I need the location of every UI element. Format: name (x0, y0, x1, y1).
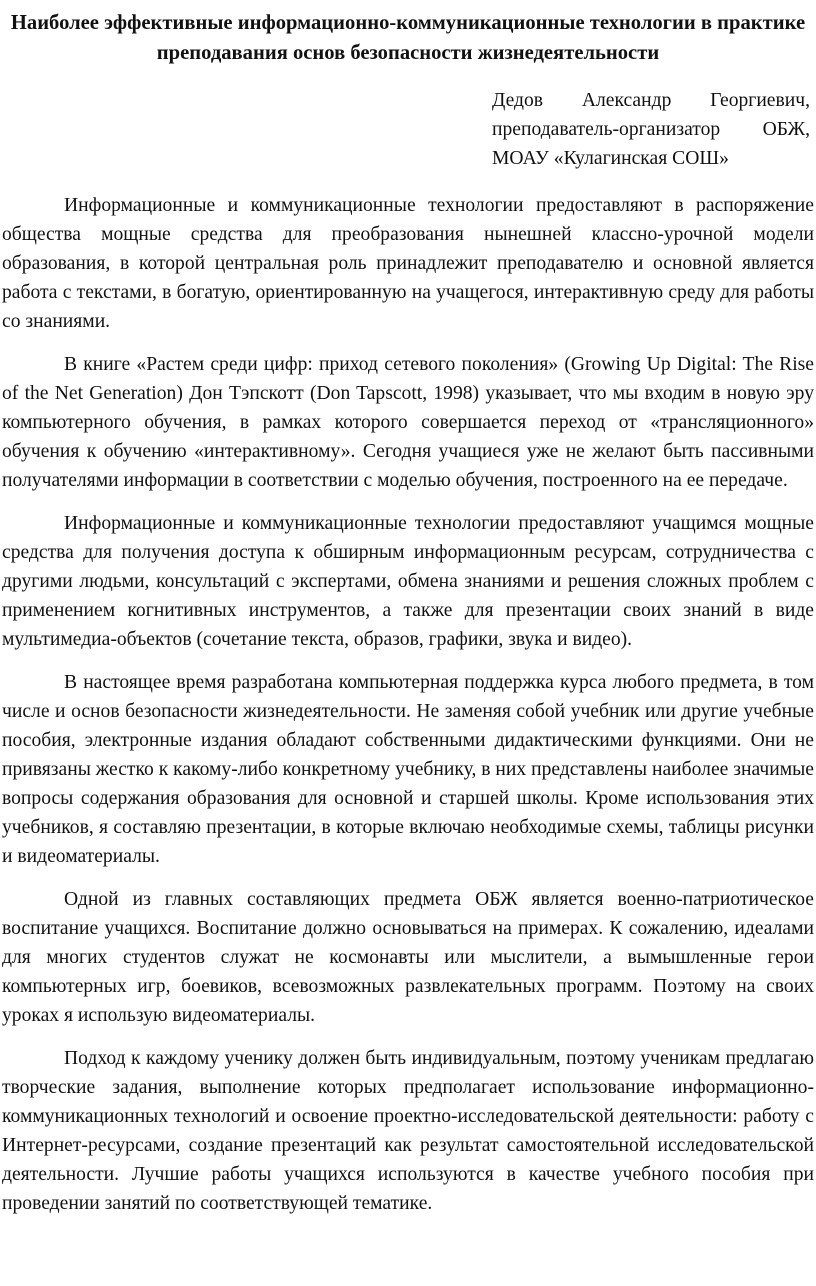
paragraph: Информационные и коммуникационные технологии предоставляют учащимся мощные средства для получения доступа к обширным информационным ресурсам, сотрудничества с другими людьми, консультаций с экспертами, обмена знаниями и решения сложных проблем с применением когнитивных инструментов, а также для презентации своих знаний в виде мультимедиа-объектов (сочетание текста, образов, графики, звука и видео). (2, 513, 814, 650)
paragraph: Информационные и коммуникационные технологии предоставляют в распоряжение общества мощные средства для преобразования нынешней классно-урочной модели образования, в которой центральная роль принадлежит преподавателю и основной является работа с текстами, в богатую, ориентированную на учащегося, интерактивную среду для работы со знаниями. (2, 195, 814, 332)
author-name: Дедов Александр Георгиевич, (492, 90, 810, 111)
document-title: Наиболее эффективные информационно-коммуникационные технологии в практике преподавания основ безопасности жизнедеятельности (10, 12, 806, 64)
paragraph: В настоящее время разработана компьютерная поддержка курса любого предмета, в том числе и основ безопасности жизнедеятельности. Не заменяя собой учебник или другие учебные пособия, электронные издания обладают собственными дидактическими функциями. Они не привязаны жестко к какому-либо конкретному учебнику, в них представлены наиболее значимые вопросы содержания образования для основной и старшей школы. Кроме использования этих учебников, я составляю презентации, в которые включаю необходимые схемы, таблицы рисунки и видеоматериалы. (2, 672, 814, 867)
paragraph: В книге «Растем среди цифр: приход сетевого поколения» (Growing Up Digital: The Rise of the Net Generation) Дон Тэпскотт (Don Tapscott, 1998) указывает, что мы входим в новую эру компьютерного обучения, в рамках которого совершается переход от «трансляционного» обучения к обучению «интерактивному». Сегодня учащиеся уже не желают быть пассивными получателями информации в соответствии с моделью обучения, построенного на ее передаче. (2, 354, 814, 491)
paragraph: Подход к каждому ученику должен быть индивидуальным, поэтому ученикам предлагаю творческие задания, выполнение которых предполагает использование информационно-коммуникационных технологий и освоение проектно-исследовательской деятельности: работу с Интернет-ресурсами, создание презентаций как результат самостоятельной исследовательской деятельности. Лучшие работы учащихся используются в качестве учебного пособия при проведении занятий по соответствующей тематике. (2, 1048, 814, 1214)
author-block (492, 86, 810, 173)
author-position: преподаватель-организатор ОБЖ, (492, 119, 810, 140)
paragraph: Одной из главных составляющих предмета ОБЖ является военно-патриотическое воспитание учащихся. Воспитание должно основываться на примерах. К сожалению, идеалами для многих студентов служат не космонавты или мыслители, а вымышленные герои компьютерных игр, боевиков, всевозможных развлекательных программ. Поэтому на своих уроках я использую видеоматериалы. (2, 889, 814, 1026)
author-organization: МОАУ «Кулагинская СОШ» (492, 148, 729, 169)
